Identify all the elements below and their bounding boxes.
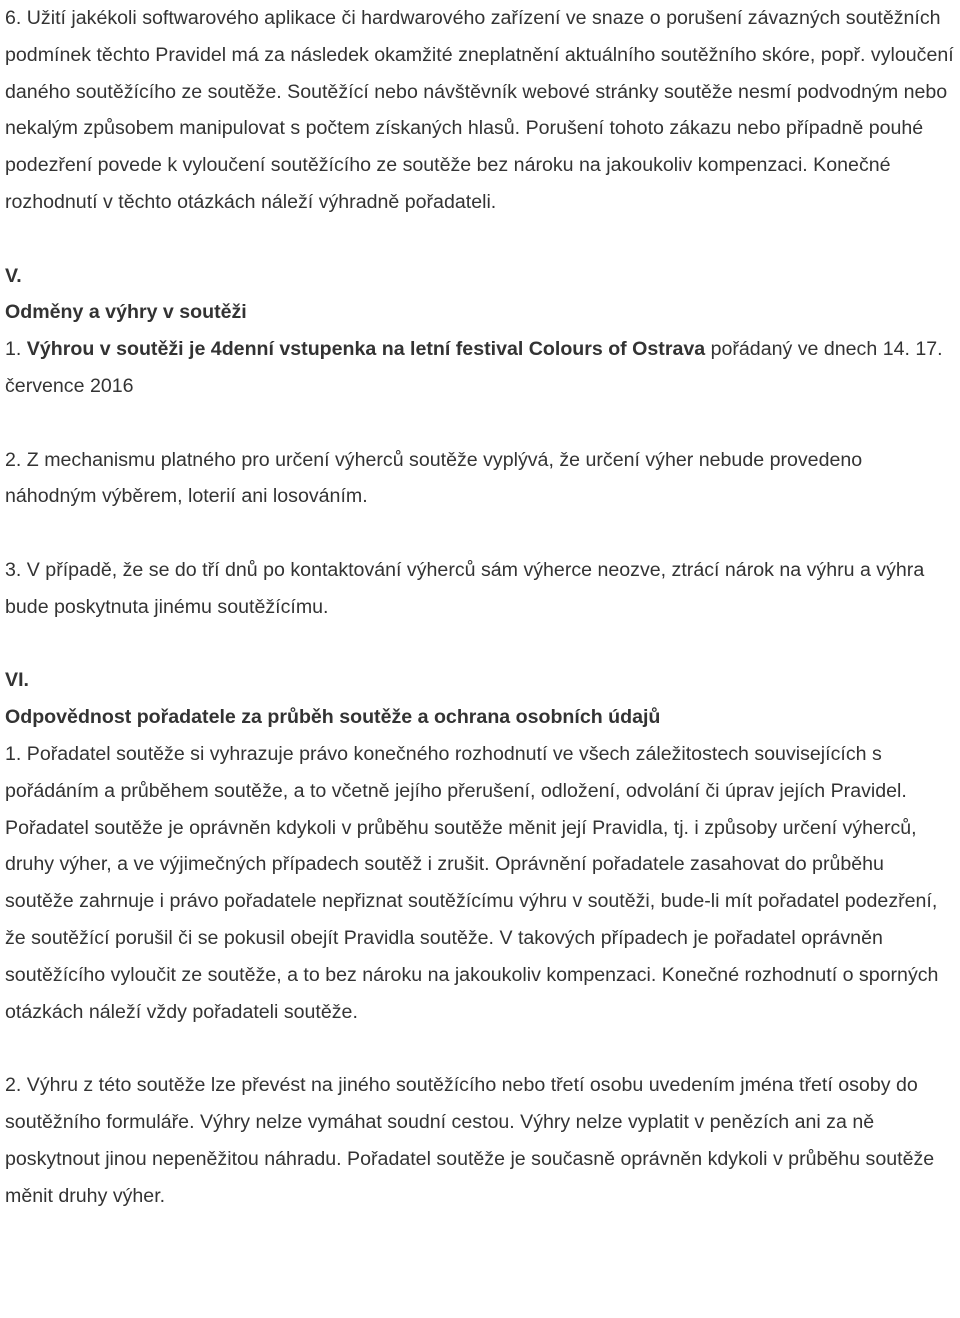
spacer [5, 405, 957, 442]
paragraph-6: 6. Užití jakékoli softwarového aplikace či hardwarového zařízení ve snaze o porušení závazných soutěžních podmínek těchto Pravidel má za následek okamžité zneplatnění aktuálního soutěžního skóre, popř. vyloučení daného soutěžícího ze soutěže. Soutěžící nebo návštěvník webové stránky soutěže nesmí podvodným nebo nekalým způsobem manipulovat s počtem získaných hlasů. Porušení tohoto zákazu nebo případně pouhé podezření povede k vyloučení soutěžícího ze soutěže bez nároku na jakoukoliv kompenzaci. Konečné rozhodnutí v těchto otázkách náleží výhradně pořadateli. [5, 7, 954, 213]
spacer [5, 221, 957, 258]
section-5-number: V. [5, 264, 22, 287]
spacer [5, 626, 957, 663]
section-6-number: VI. [5, 669, 29, 692]
spacer [5, 1030, 957, 1067]
section-5-paragraph-1 [5, 331, 957, 405]
section-6-paragraph-2: 2. Výhru z této soutěže lze převést na jiného soutěžícího nebo třetí osobu uvedením jména třetí osoby do soutěžního formuláře. Výhry nelze vymáhat soudní cestou. Výhry nelze vyplatit v penězích ani za ně poskytnout jinou nepeněžitou náhradu. Pořadatel soutěže je současně oprávněn kdykoli v průběhu soutěže měnit druhy výher. [5, 1074, 935, 1207]
section-5-heading: Odměny a výhry v soutěži [5, 301, 247, 324]
spacer [5, 515, 957, 552]
document [5, 0, 957, 1214]
section-6-paragraph-1: 1. Pořadatel soutěže si vyhrazuje právo konečného rozhodnutí ve všech záležitostech souvisejících s pořádáním a průběhem soutěže, a to včetně jejího přerušení, odložení, odvolání či úprav jejích Pravidel. Pořadatel soutěže je oprávněn kdykoli v průběhu soutěže měnit její Pravidla, tj. i způsoby určení výherců, druhy výher, a ve výjimečných případech soutěž i zrušit. Oprávnění pořadatele zasahovat do průběhu soutěže zahrnuje i právo pořadatele nepřiznat soutěžícímu výhru v soutěži, bude-li mít pořadatel podezření, že soutěžící porušil či se pokusil obejít Pravidla soutěže. V takových případech je pořadatel oprávněn soutěžícího vyloučit ze soutěže, a to bez nároku na jakoukoliv kompenzaci. Konečné rozhodnutí o sporných otázkách náleží vždy pořadateli soutěže. [5, 742, 939, 1023]
festival-dates: pořádaný ve dnech 14. 17. července 2016 [5, 338, 943, 397]
paragraph-number: 1. [5, 338, 27, 361]
section-5-paragraph-2: 2. Z mechanismu platného pro určení výherců soutěže vyplývá, že určení výher nebude provedeno náhodným výběrem, loterií ani losováním. [5, 448, 863, 508]
prize-description: Výhrou v soutěži je 4denní vstupenka na letní festival Colours of Ostrava [26, 338, 706, 361]
section-5-paragraph-3: 3. V případě, že se do tří dnů po kontaktování výherců sám výherce neozve, ztrácí nárok na výhru a výhra bude poskytnuta jinému soutěžícímu. [5, 558, 925, 618]
section-6-heading: Odpovědnost pořadatele za průběh soutěže a ochrana osobních údajů [5, 706, 661, 729]
